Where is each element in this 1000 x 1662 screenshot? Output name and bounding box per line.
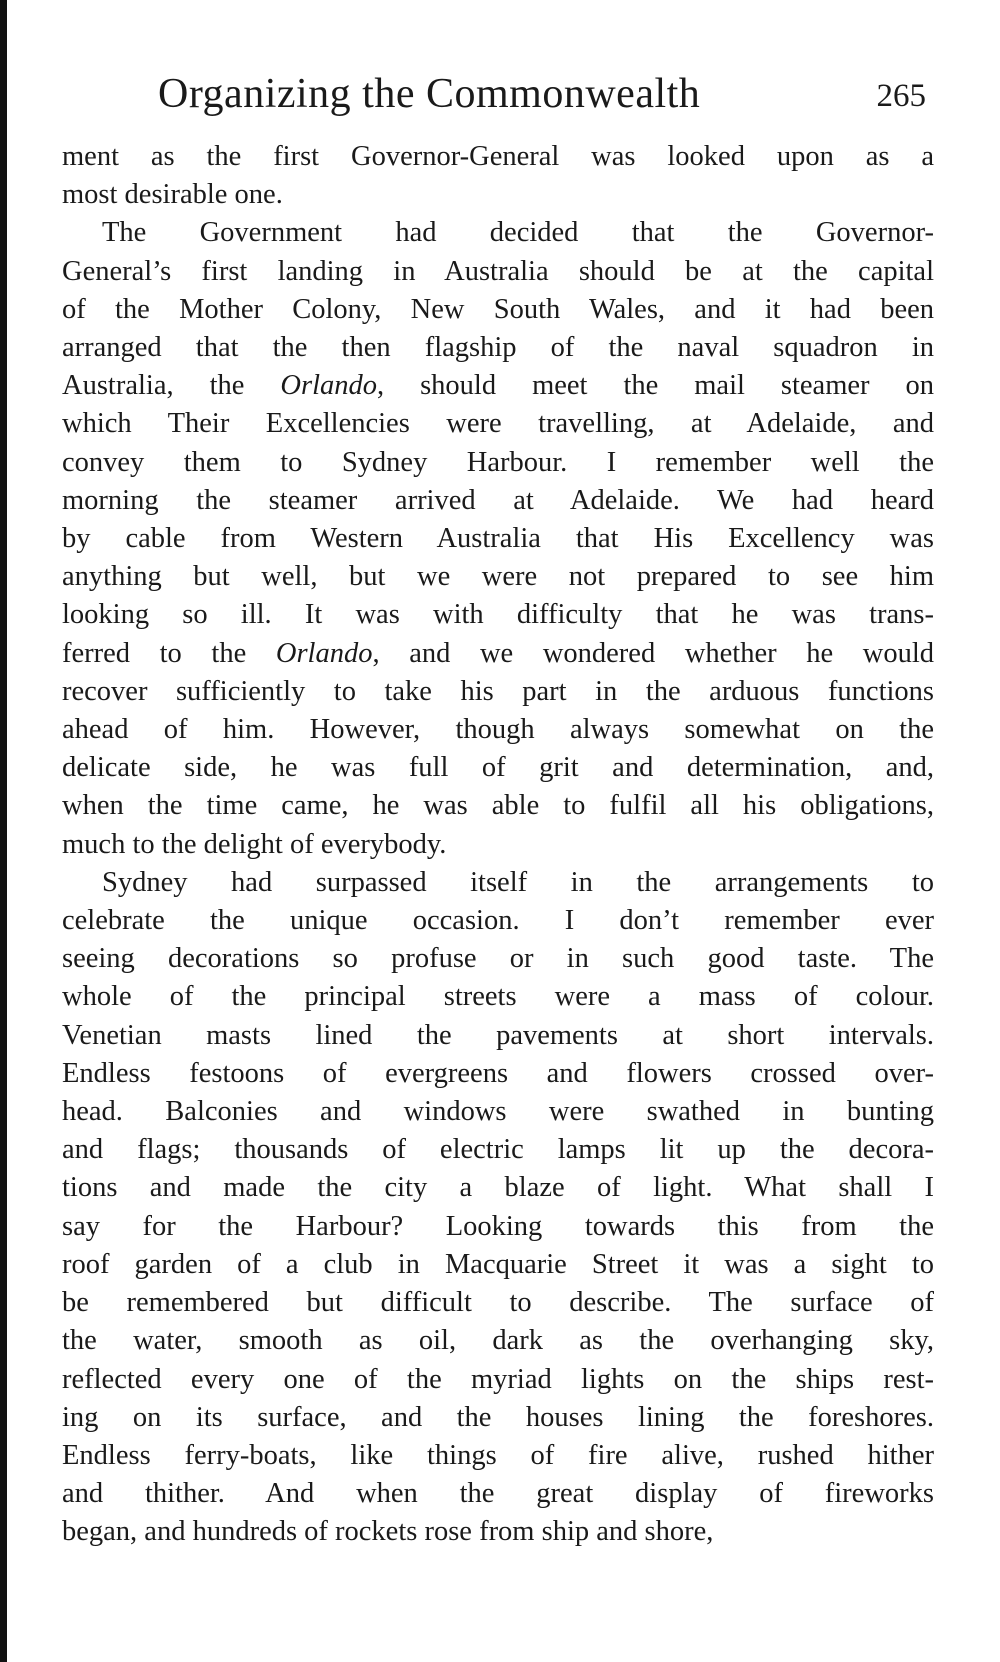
paragraph <box>62 864 934 1552</box>
running-title: Organizing the Commonwealth <box>158 71 701 117</box>
text-line: seeing decorations so profuse or in such good taste. The <box>62 943 934 975</box>
text-line: ment as the first Governor-General was looked upon as a <box>62 141 934 172</box>
text-line: celebrate the unique occasion. I don’t remember ever <box>62 905 934 937</box>
text-line: roof garden of a club in Macquarie Street it was a sight to <box>62 1248 934 1280</box>
body-text <box>62 138 934 1552</box>
text-line: of the Mother Colony, New South Wales, and it had been <box>62 293 934 325</box>
text-line: anything but well, but we were not prepared to see him <box>62 561 934 593</box>
text-line: ahead of him. However, though always somewhat on the <box>62 714 934 746</box>
text-line: most desirable one. <box>62 179 283 211</box>
page-edge-shadow <box>0 0 7 1662</box>
text-line: much to the delight of everybody. <box>62 828 447 860</box>
text-line: tions and made the city a blaze of light. What shall I <box>62 1172 934 1204</box>
text-line: Sydney had surpassed itself in the arrangements to <box>102 866 934 898</box>
text-line: and thither. And when the great display of fireworks <box>62 1478 934 1510</box>
text-line: began, and hundreds of rockets rose from ship and shore, <box>62 1516 714 1548</box>
text-line: when the time came, he was able to fulfil all his obligations, <box>62 790 934 822</box>
text-line: reflected every one of the myriad lights on the ships rest- <box>62 1363 934 1395</box>
text-line: looking so ill. It was with difficulty that he was trans- <box>62 599 934 631</box>
text-line: recover sufficiently to take his part in the arduous functions <box>62 675 934 707</box>
text-line: ferred to the Orlando, and we wondered whether he would <box>62 637 934 669</box>
text-line: head. Balconies and windows were swathed in bunting <box>62 1096 934 1128</box>
text-line: delicate side, he was full of grit and determination, and, <box>62 752 934 784</box>
text-line: whole of the principal streets were a mass of colour. <box>62 981 934 1013</box>
text-line: say for the Harbour? Looking towards this from the <box>62 1210 934 1242</box>
page-number: 265 <box>876 78 926 114</box>
text-line: by cable from Western Australia that His Excellency was <box>62 523 934 555</box>
text-line: Endless ferry-boats, like things of fire alive, rushed hither <box>62 1439 934 1471</box>
text-line: ing on its surface, and the houses lining the foreshores. <box>62 1401 934 1433</box>
text-line: The Government had decided that the Governor- <box>102 217 934 249</box>
running-head <box>62 60 934 138</box>
text-line: Venetian masts lined the pavements at short intervals. <box>62 1019 934 1051</box>
text-line: arranged that the then flagship of the naval squadron in <box>62 332 934 364</box>
text-line: General’s first landing in Australia should be at the capital <box>62 255 934 287</box>
text-line: be remembered but difficult to describe. The surface of <box>62 1287 934 1319</box>
text-line: which Their Excellencies were travelling, at Adelaide, and <box>62 408 934 440</box>
text-line: and flags; thousands of electric lamps lit up the decora- <box>62 1134 934 1166</box>
text-line: Endless festoons of evergreens and flowers crossed over- <box>62 1057 934 1089</box>
text-line: morning the steamer arrived at Adelaide. We had heard <box>62 484 934 516</box>
book-page <box>62 60 934 1552</box>
paragraph <box>62 214 934 863</box>
text-line: the water, smooth as oil, dark as the overhanging sky, <box>62 1325 934 1357</box>
paragraph <box>62 138 934 214</box>
text-line: Australia, the Orlando, should meet the mail steamer on <box>62 370 934 402</box>
text-line: convey them to Sydney Harbour. I remember well the <box>62 446 934 478</box>
